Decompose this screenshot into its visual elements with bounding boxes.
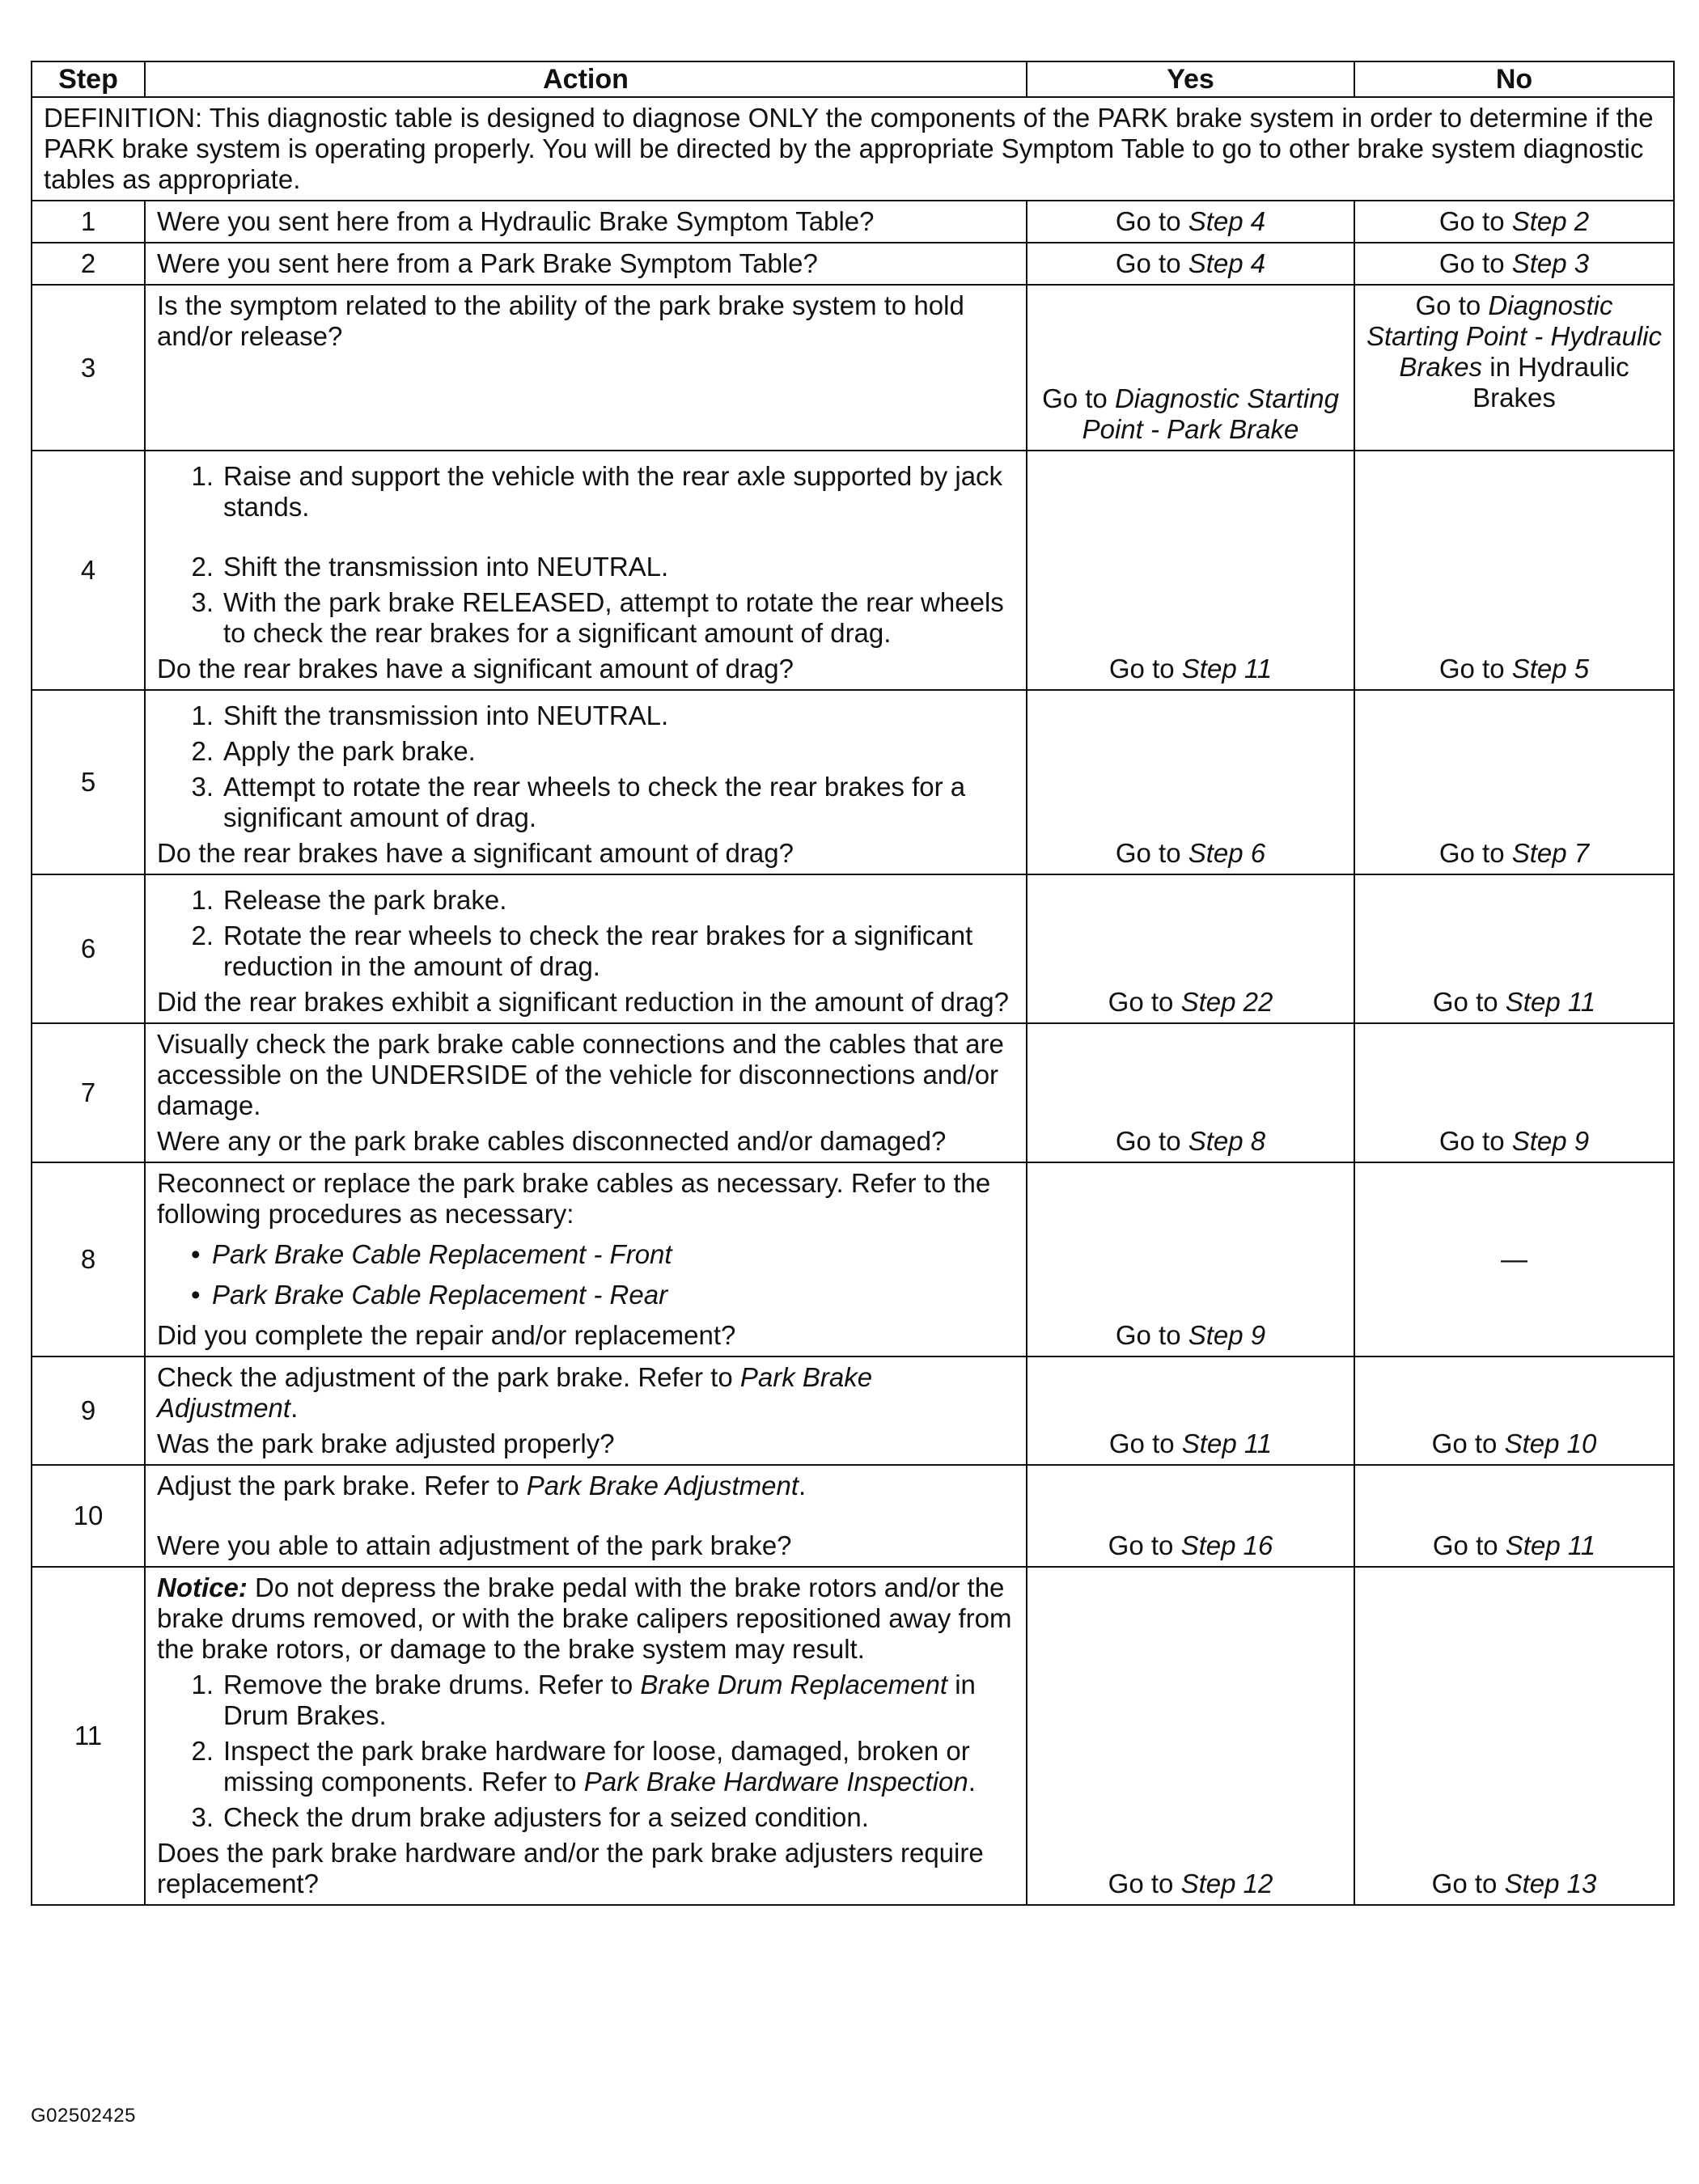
yes-result — [1027, 690, 1354, 874]
step-number: 3 — [32, 285, 145, 451]
goto-label: Go to — [1115, 1320, 1181, 1350]
no-step-ref: Step 9 — [1511, 1126, 1590, 1156]
goto-label: Go to — [1415, 290, 1481, 320]
no-step-ref: Step 7 — [1511, 838, 1590, 868]
table-row — [32, 1465, 1674, 1567]
no-step-ref: Step 2 — [1511, 206, 1590, 236]
goto-label: Go to — [1042, 383, 1108, 413]
goto-label: Go to — [1108, 987, 1174, 1017]
header-action: Action — [145, 61, 1027, 97]
step-number: 5 — [32, 690, 145, 874]
procedure-reference: • Park Brake Cable Replacement - Rear — [157, 1280, 1015, 1310]
no-suffix: in Hydraulic Brakes — [1472, 352, 1629, 413]
table-row — [32, 285, 1674, 451]
action-question: Was the park brake adjusted properly? — [157, 1428, 615, 1458]
yes-step-ref: Step 6 — [1188, 838, 1266, 868]
no-step-ref: Step 13 — [1504, 1869, 1597, 1898]
yes-result — [1027, 1465, 1354, 1567]
no-step-ref: Step 10 — [1504, 1428, 1597, 1458]
step-number: 7 — [32, 1023, 145, 1162]
action-cell — [145, 1162, 1027, 1357]
table-row — [32, 451, 1674, 690]
yes-step-ref: Step 9 — [1188, 1320, 1266, 1350]
goto-label: Go to — [1108, 1869, 1174, 1898]
goto-label: Go to — [1431, 1869, 1498, 1898]
table-row — [32, 243, 1674, 285]
list-item: 3. With the park brake RELEASED, attempt to rotate the rear wheels to check the rear brakes for a significant amount of drag. — [191, 587, 1004, 648]
no-result — [1354, 243, 1674, 285]
action-question: Is the symptom related to the ability of the park brake system to hold and/or release? — [145, 285, 1027, 451]
no-step-ref: Step 11 — [1505, 987, 1596, 1017]
step-number: 8 — [32, 1162, 145, 1357]
notice-paragraph: Notice: Do not depress the brake pedal with the brake rotors and/or the brake drums removed, or with the brake calipers repositioned away from the brake rotors, or damage to the brake system may result. — [157, 1572, 1012, 1664]
goto-label: Go to — [1115, 206, 1181, 236]
goto-label: Go to — [1108, 1530, 1174, 1560]
action-cell — [145, 690, 1027, 874]
step-number: 11 — [32, 1567, 145, 1905]
header-step: Step — [32, 61, 145, 97]
step-number: 10 — [32, 1465, 145, 1567]
list-item: 3. Check the drum brake adjusters for a seized condition. — [191, 1802, 869, 1832]
list-item: 3. Attempt to rotate the rear wheels to check the rear brakes for a significant amount of drag. — [191, 772, 966, 832]
table-row — [32, 874, 1674, 1023]
no-result — [1354, 1567, 1674, 1905]
action-question: Were you sent here from a Park Brake Symptom Table? — [145, 243, 1027, 285]
yes-result — [1027, 1567, 1354, 1905]
no-result — [1354, 285, 1674, 451]
yes-step-ref: Step 8 — [1188, 1126, 1266, 1156]
yes-result — [1027, 1023, 1354, 1162]
procedure-reference: • Park Brake Cable Replacement - Front — [157, 1239, 1015, 1270]
table-row — [32, 690, 1674, 874]
yes-result — [1027, 285, 1354, 451]
list-item: 2. Apply the park brake. — [191, 736, 476, 766]
procedure-reference: Park Brake Adjustment — [526, 1471, 799, 1500]
action-cell — [145, 874, 1027, 1023]
step-number: 1 — [32, 201, 145, 243]
no-step-ref: Step 11 — [1505, 1530, 1596, 1560]
action-cell — [145, 1023, 1027, 1162]
yes-step-ref: Step 12 — [1180, 1869, 1273, 1898]
goto-label: Go to — [1108, 1428, 1175, 1458]
header-yes: Yes — [1027, 61, 1354, 97]
no-result — [1354, 1357, 1674, 1465]
yes-result — [1027, 1357, 1354, 1465]
list-item: 2. Inspect the park brake hardware for loose, damaged, broken or missing components. Refer to Park Brake Hardware Inspection. — [191, 1736, 976, 1797]
yes-step-ref: Step 4 — [1188, 206, 1266, 236]
table-row — [32, 1162, 1674, 1357]
goto-label: Go to — [1438, 206, 1505, 236]
yes-step-ref: Step 22 — [1180, 987, 1273, 1017]
notice-label: Notice: — [157, 1572, 248, 1602]
goto-label: Go to — [1431, 1428, 1498, 1458]
no-step-ref: Step 3 — [1511, 248, 1590, 278]
step-number: 2 — [32, 243, 145, 285]
list-item: 1. Release the park brake. — [191, 885, 507, 915]
action-text: Adjust the park brake. Refer to Park Brake Adjustment. — [157, 1471, 807, 1500]
list-item: 2. Rotate the rear wheels to check the rear brakes for a significant reduction in the amount of drag. — [191, 921, 973, 981]
action-question: Were you sent here from a Hydraulic Brake Symptom Table? — [145, 201, 1027, 243]
goto-label: Go to — [1438, 838, 1505, 868]
no-result — [1354, 690, 1674, 874]
definition-text: DEFINITION: This diagnostic table is designed to diagnose ONLY the components of the PARK brake system in order to determine if the PARK brake system is operating properly. You will be directed by the appropriate Symptom Table to go to other brake system diagnostic tables as appropriate. — [32, 97, 1674, 201]
no-result — [1354, 201, 1674, 243]
procedure-reference: Park Brake Hardware Inspection — [583, 1767, 968, 1797]
action-cell — [145, 1567, 1027, 1905]
list-item: 1. Raise and support the vehicle with the rear axle supported by jack stands. — [191, 461, 1003, 522]
action-question: Did you complete the repair and/or replacement? — [157, 1320, 736, 1350]
goto-label: Go to — [1438, 1126, 1505, 1156]
goto-label: Go to — [1115, 1126, 1181, 1156]
step-number: 9 — [32, 1357, 145, 1465]
action-question: Were you able to attain adjustment of the park brake? — [157, 1530, 792, 1560]
action-cell — [145, 1357, 1027, 1465]
table-row — [32, 1023, 1674, 1162]
diagnostic-table-sheet — [31, 61, 1673, 1906]
yes-result — [1027, 201, 1354, 243]
yes-result — [1027, 451, 1354, 690]
yes-result — [1027, 243, 1354, 285]
action-question: Does the park brake hardware and/or the park brake adjusters require replacement? — [157, 1838, 984, 1898]
action-cell — [145, 1465, 1027, 1567]
goto-label: Go to — [1438, 248, 1505, 278]
action-question: Were any or the park brake cables disconnected and/or damaged? — [157, 1126, 947, 1156]
no-result — [1354, 1023, 1674, 1162]
step-number: 4 — [32, 451, 145, 690]
action-question: Do the rear brakes have a significant amount of drag? — [157, 838, 794, 868]
list-item: 2. Shift the transmission into NEUTRAL. — [191, 552, 669, 582]
figure-id: G02502425 — [31, 2105, 136, 2127]
action-text: Reconnect or replace the park brake cables as necessary. Refer to the following procedures as necessary: — [157, 1168, 991, 1229]
list-item: 1. Shift the transmission into NEUTRAL. — [191, 700, 669, 730]
no-step-ref: Diagnostic Starting Point - Hydraulic Brakes — [1366, 290, 1662, 382]
goto-label: Go to — [1438, 654, 1505, 684]
yes-step-ref: Step 11 — [1181, 654, 1273, 684]
action-cell — [145, 451, 1027, 690]
step-number: 6 — [32, 874, 145, 1023]
definition-row — [32, 97, 1674, 201]
yes-step-ref: Diagnostic Starting Point - Park Brake — [1082, 383, 1339, 444]
no-result — [1354, 1465, 1674, 1567]
yes-result — [1027, 1162, 1354, 1357]
yes-step-ref: Step 16 — [1180, 1530, 1273, 1560]
no-result: — — [1354, 1162, 1674, 1357]
table-row — [32, 201, 1674, 243]
table-row — [32, 1567, 1674, 1905]
goto-label: Go to — [1115, 248, 1181, 278]
table-row — [32, 1357, 1674, 1465]
goto-label: Go to — [1115, 838, 1181, 868]
procedure-reference: Park Brake Adjustment — [157, 1362, 873, 1423]
park-brake-diagnostic-table — [31, 61, 1675, 1906]
yes-result — [1027, 874, 1354, 1023]
goto-label: Go to — [1432, 1530, 1498, 1560]
yes-step-ref: Step 11 — [1181, 1428, 1273, 1458]
header-row — [32, 61, 1674, 97]
action-question: Did the rear brakes exhibit a significant reduction in the amount of drag? — [157, 987, 1009, 1017]
procedure-reference: Brake Drum Replacement — [640, 1670, 948, 1699]
goto-label: Go to — [1432, 987, 1498, 1017]
header-no: No — [1354, 61, 1674, 97]
no-result — [1354, 874, 1674, 1023]
action-question: Do the rear brakes have a significant amount of drag? — [157, 654, 794, 684]
yes-step-ref: Step 4 — [1188, 248, 1266, 278]
goto-label: Go to — [1108, 654, 1175, 684]
action-text: Check the adjustment of the park brake. Refer to Park Brake Adjustment. — [157, 1362, 873, 1423]
no-result — [1354, 451, 1674, 690]
list-item: 1. Remove the brake drums. Refer to Brake Drum Replacement in Drum Brakes. — [191, 1670, 976, 1730]
no-step-ref: Step 5 — [1511, 654, 1590, 684]
action-text: Visually check the park brake cable connections and the cables that are accessible on the UNDERSIDE of the vehicle for disconnections and/or damage. — [157, 1029, 1004, 1120]
